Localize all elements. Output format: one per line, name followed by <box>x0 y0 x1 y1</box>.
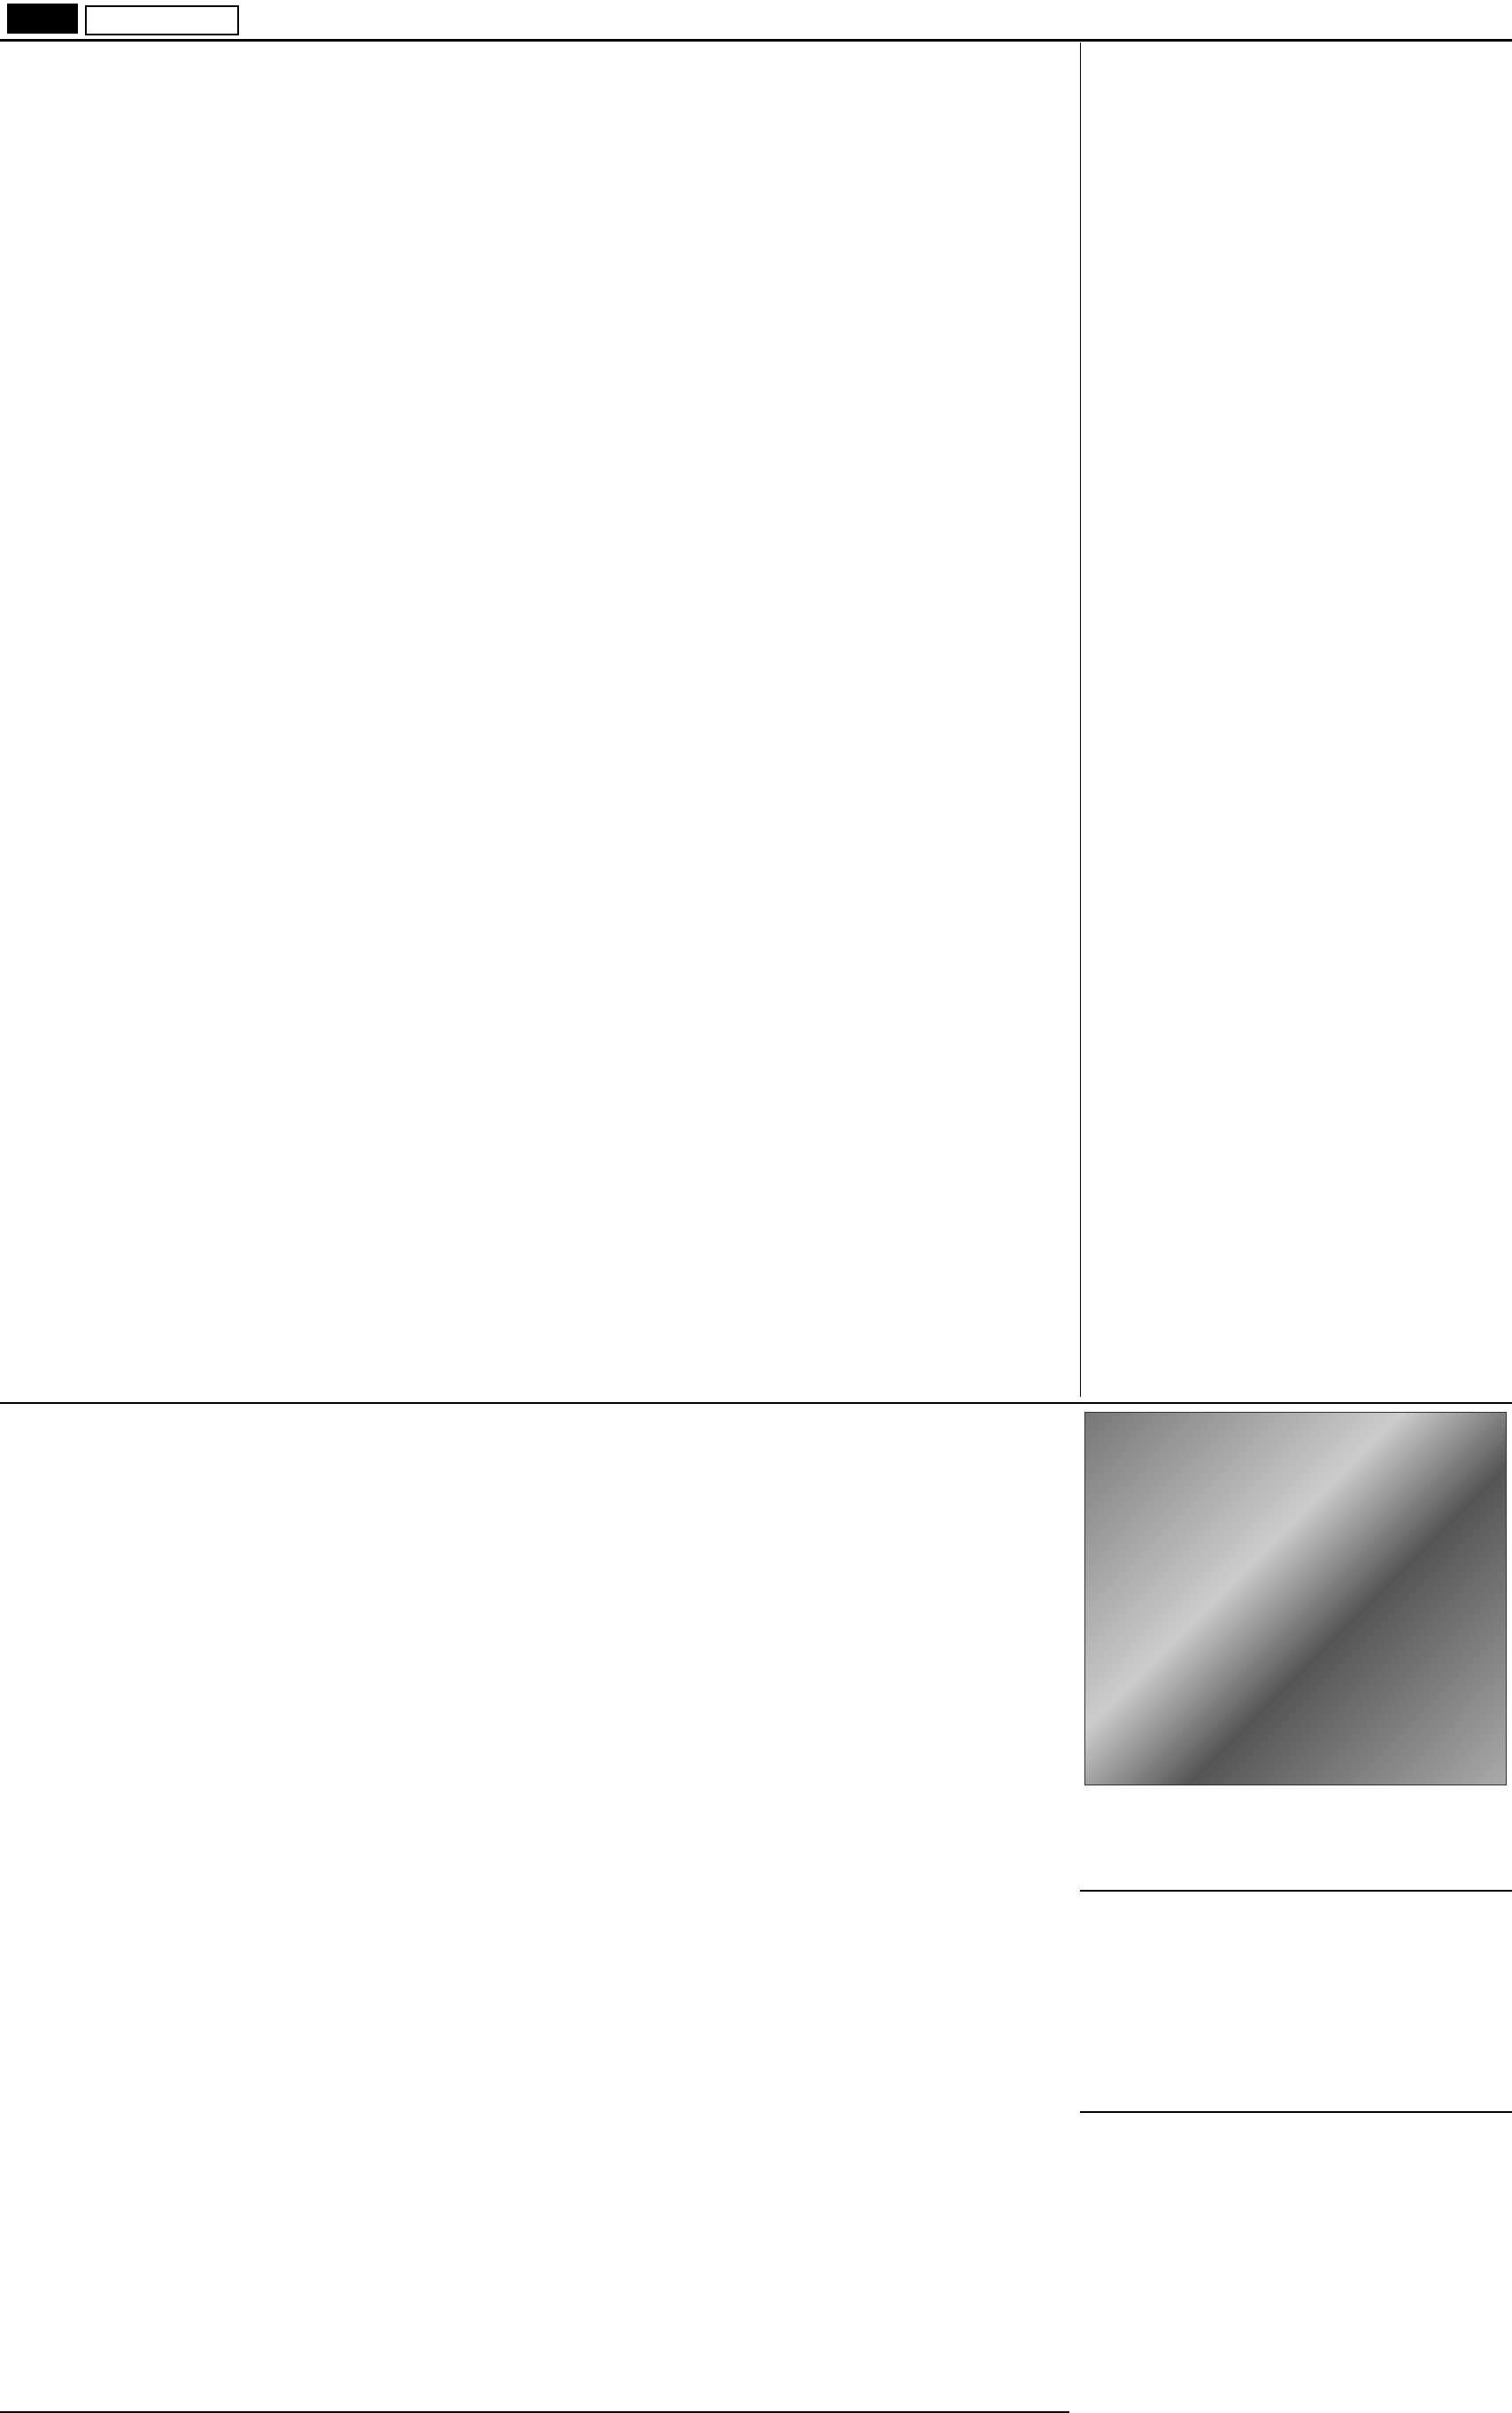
section-divider <box>0 1402 1512 1404</box>
lead-column-1 <box>7 389 264 1399</box>
lead-column-4 <box>804 212 1069 1399</box>
box-divider <box>1080 1890 1512 1892</box>
section-label <box>85 5 239 35</box>
tourists-photo <box>1084 1412 1507 1785</box>
column-divider <box>1080 42 1081 1397</box>
lead-column-2 <box>273 212 529 1399</box>
box-divider <box>1080 2111 1512 2113</box>
expo-text <box>1084 1974 1505 2107</box>
lead-intro-column <box>7 46 131 382</box>
shangqiu-text <box>1084 2140 1505 2160</box>
science-top-right-text <box>850 1407 1071 1514</box>
science-right-column <box>724 1523 1069 2408</box>
lead-column-3 <box>538 212 795 1399</box>
page-number <box>7 4 78 34</box>
lead-column-top-right <box>912 46 1084 223</box>
science-left-column <box>7 1469 352 2408</box>
photo-caption <box>1084 1788 1505 1885</box>
science-mid-column <box>361 1469 715 2408</box>
sidebar-story-text <box>1089 46 1301 1392</box>
